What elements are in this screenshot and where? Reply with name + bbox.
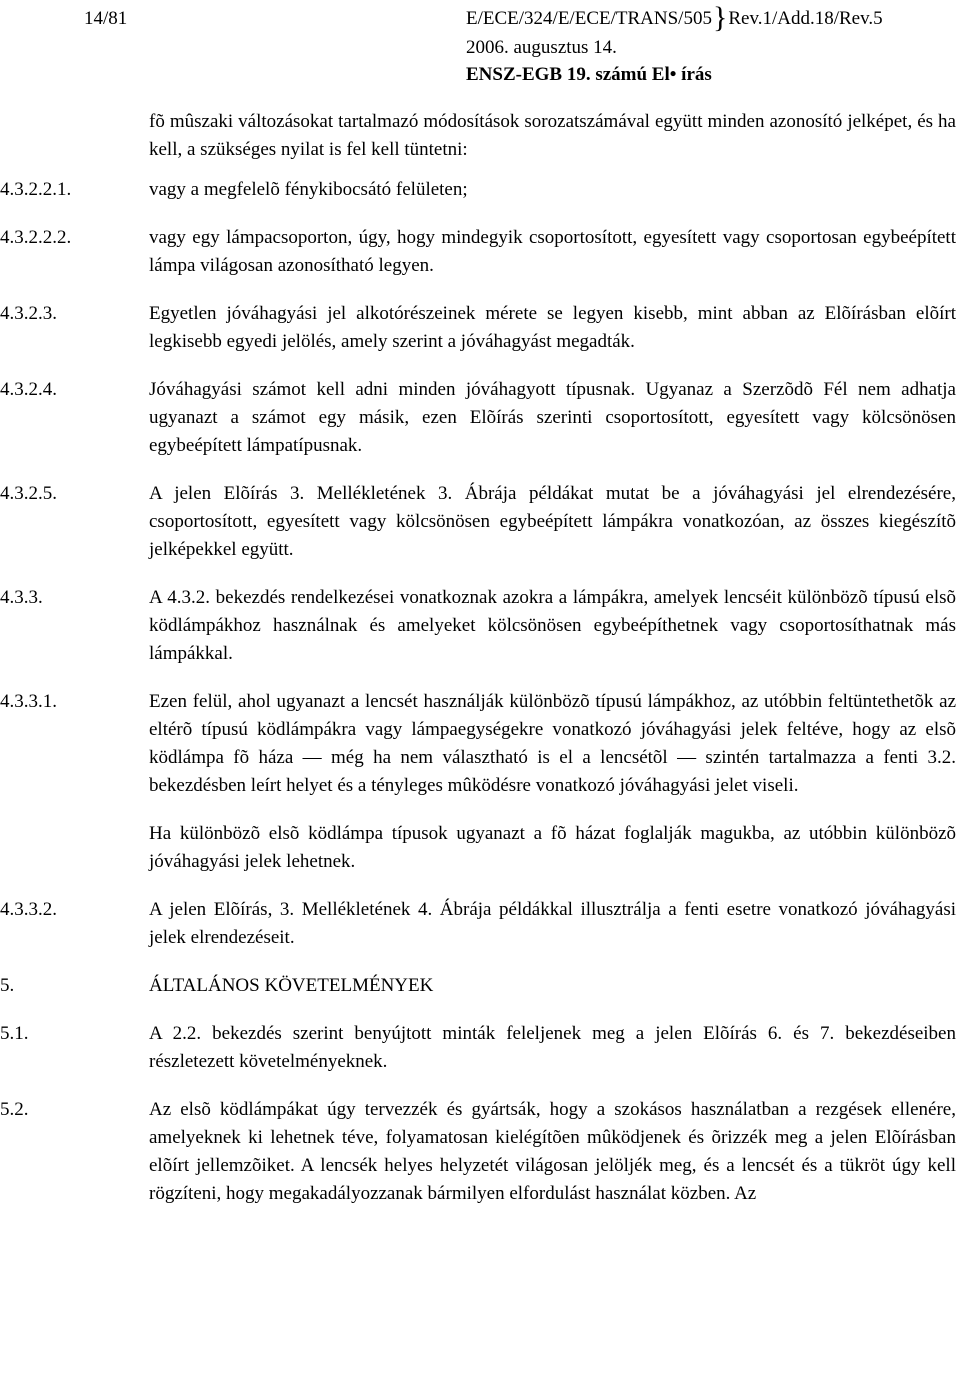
paragraph-text: A jelen Elõírás, 3. Mellékletének 4. Ábrája példákkal illusztrálja a fenti esetre vonatkozó jóváhagyási jelek elrendezéseit. [149, 899, 956, 948]
paragraph-number: 4.3.3. [0, 587, 43, 608]
paragraph [0, 480, 960, 564]
paragraph-text: Az elsõ ködlámpákat úgy tervezzék és gyártsák, hogy a szokásos használatban a rezgések ellenére, amelyeknek ki lehetnek téve, folyamatosan kielégítõen mûködjenek és õrizzék meg a jelen Elõírásban elõírt jellemzõiket. A lencsék helyes helyzetét világosan jelöljék meg, és a lencsét és a tükröt úgy kell rögzíteni, hogy megakadályozzanak bármilyen elfordulást használat közben. Az [149, 1099, 956, 1204]
reference-left: E/ECE/324/E/ECE/TRANS/505 [466, 8, 712, 29]
paragraph-number: 5.1. [0, 1023, 29, 1044]
section-heading [0, 972, 960, 1000]
paragraph [0, 300, 960, 356]
paragraph [0, 1096, 960, 1208]
paragraph-text: vagy a megfelelõ fénykibocsátó felületen; [149, 179, 468, 200]
document-date: 2006. augusztus 14. [466, 37, 617, 58]
section-number: 5. [0, 975, 15, 996]
paragraph-number: 5.2. [0, 1099, 29, 1120]
paragraph-text: Ezen felül, ahol ugyanazt a lencsét használják különbözõ típusú lámpákhoz, az utóbbin feltüntethetõk az eltérõ típusú ködlámpákra vagy lámpaegységekre vonatkozó jóváhagyási jelek feltéve, hogy az elsõ ködlámpa fõ háza — még ha nem választható is el a lencsétõl — szintén tartalmazza a fenti 3.2. bekezdésben leírt helyet és a tényleges mûködésre vonatkozó jóváhagyási jelet viseli. [149, 691, 956, 796]
paragraph [0, 688, 960, 800]
paragraph [0, 584, 960, 668]
paragraph [0, 1020, 960, 1076]
reference-right: Rev.1/Add.18/Rev.5 [728, 8, 883, 29]
regulation-title: ENSZ-EGB 19. számú El• írás [466, 64, 712, 85]
paragraph [0, 376, 960, 460]
brace-symbol: } [712, 1, 728, 34]
paragraph [0, 108, 960, 164]
paragraph [0, 176, 960, 204]
paragraph-text: vagy egy lámpacsoporton, úgy, hogy mindegyik csoportosított, egyesített vagy csoportosan egybeépített lámpa világosan azonosítható legyen. [149, 227, 956, 276]
paragraph-number: 4.3.2.2.1. [0, 179, 72, 200]
document-reference [466, 1, 883, 34]
paragraph-number: 4.3.2.4. [0, 379, 57, 400]
document-body [0, 108, 960, 1208]
paragraph [0, 896, 960, 952]
paragraph-text: fõ mûszaki változásokat tartalmazó módosítások sorozatszámával együtt minden azonosító jelképet, és ha kell, a szükséges nyilat is fel kell tüntetni: [149, 111, 956, 160]
page-header [0, 1, 960, 90]
paragraph [0, 224, 960, 280]
paragraph [0, 820, 960, 876]
paragraph-text: Ha különbözõ elsõ ködlámpa típusok ugyanazt a fõ házat foglalják magukba, az utóbbin különbözõ jóváhagyási jelek lehetnek. [149, 823, 956, 872]
paragraph-number: 4.3.2.3. [0, 303, 57, 324]
page-number: 14/81 [84, 8, 128, 29]
paragraph-text: Egyetlen jóváhagyási jel alkotórészeinek mérete se legyen kisebb, mint abban az Elõírásban elõírt legkisebb egyedi jelölés, amely szerint a jóváhagyást megadták. [149, 303, 956, 352]
paragraph-number: 4.3.3.2. [0, 899, 57, 920]
paragraph-text: A 4.3.2. bekezdés rendelkezései vonatkoznak azokra a lámpákra, amelyek lencséit különbözõ típusú elsõ ködlámpákhoz használnak és amelyeket kölcsönösen egybeépíthetnek vagy csoportosíthatnak más lámpákkal. [149, 587, 956, 664]
paragraph-text: Jóváhagyási számot kell adni minden jóváhagyott típusnak. Ugyanaz a Szerzõdõ Fél nem adhatja ugyanazt a számot egy másik, ezen Elõírás szerinti csoportosított, egyesített vagy kölcsönösen egybeépített lámpatípusnak. [149, 379, 956, 456]
section-title: ÁLTALÁNOS KÖVETELMÉNYEK [149, 975, 434, 996]
paragraph-number: 4.3.3.1. [0, 691, 57, 712]
paragraph-text: A 2.2. bekezdés szerint benyújtott minták feleljenek meg a jelen Elõírás 6. és 7. bekezdéseiben részletezett követelményeknek. [149, 1023, 956, 1072]
paragraph-number: 4.3.2.5. [0, 483, 57, 504]
paragraph-text: A jelen Elõírás 3. Mellékletének 3. Ábrája példákat mutat be a jóváhagyási jel elrendezésére, csoportosított, egyesített vagy kölcsönösen egybeépített lámpákra vonatkozóan, az összes kiegészítõ jelképekkel együtt. [149, 483, 956, 560]
paragraph-number: 4.3.2.2.2. [0, 227, 72, 248]
